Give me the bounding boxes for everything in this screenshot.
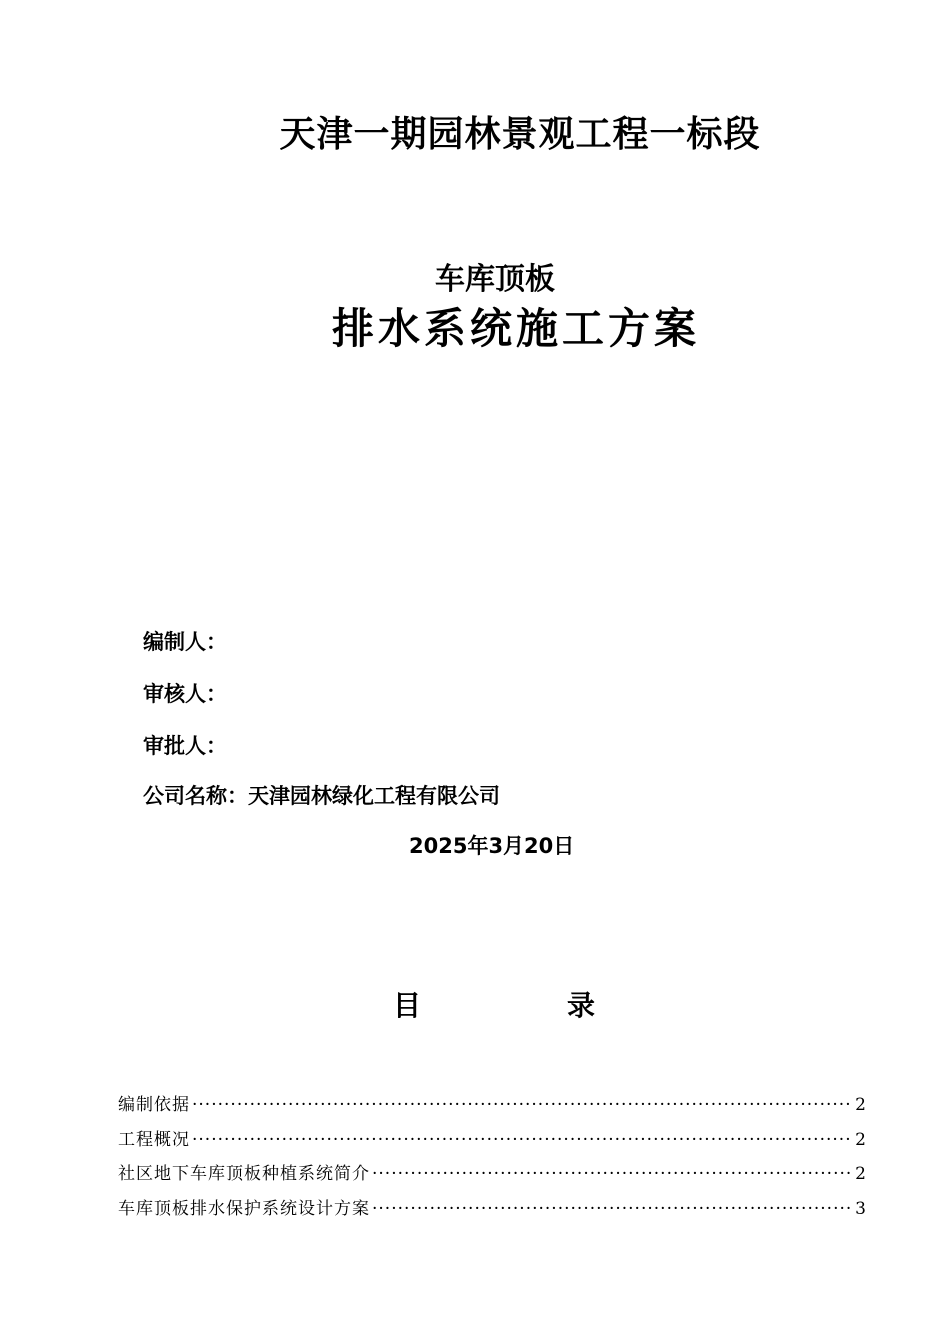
toc-heading xyxy=(0,984,950,1024)
toc-item-title: 工程概况 xyxy=(118,1129,190,1150)
toc-item[interactable] xyxy=(118,1128,866,1163)
approver-label: 审批人： xyxy=(143,734,227,758)
toc-item-title: 编制依据 xyxy=(118,1095,190,1115)
toc-item-title: 社区地下车库顶板种植系统简介 xyxy=(118,1164,370,1184)
document-title: 排水系统施工方案 xyxy=(331,304,700,353)
approver-row xyxy=(143,730,229,760)
toc-item-page: 3 xyxy=(855,1198,866,1219)
project-title: 天津一期园林景观工程一标段 xyxy=(279,113,761,155)
toc-list xyxy=(118,1093,866,1231)
toc-heading-char-1: 目 xyxy=(393,989,422,1022)
toc-item-page: 2 xyxy=(855,1129,866,1150)
document-date: 2025年3月20日 xyxy=(409,834,575,858)
company-row xyxy=(143,780,500,810)
reviewer-row xyxy=(143,678,229,708)
toc-item-page: 2 xyxy=(855,1095,866,1115)
compiler-row xyxy=(143,626,229,656)
toc-item-page: 2 xyxy=(855,1164,866,1184)
company-label: 公司名称： xyxy=(143,784,248,808)
toc-leader-dots xyxy=(192,1093,853,1117)
toc-item-title: 车库顶板排水保护系统设计方案 xyxy=(118,1198,370,1219)
toc-item[interactable] xyxy=(118,1162,866,1197)
toc-leader-dots xyxy=(192,1128,853,1152)
toc-item[interactable] xyxy=(118,1197,866,1232)
reviewer-label: 审核人： xyxy=(143,682,227,706)
toc-heading-char-2: 录 xyxy=(567,989,596,1022)
company-value: 天津园林绿化工程有限公司 xyxy=(248,784,500,808)
toc-leader-dots xyxy=(372,1162,853,1186)
document-subtitle-small: 车库顶板 xyxy=(435,262,555,297)
toc-item[interactable] xyxy=(118,1093,866,1128)
compiler-label: 编制人： xyxy=(143,630,227,654)
toc-leader-dots xyxy=(372,1197,853,1221)
